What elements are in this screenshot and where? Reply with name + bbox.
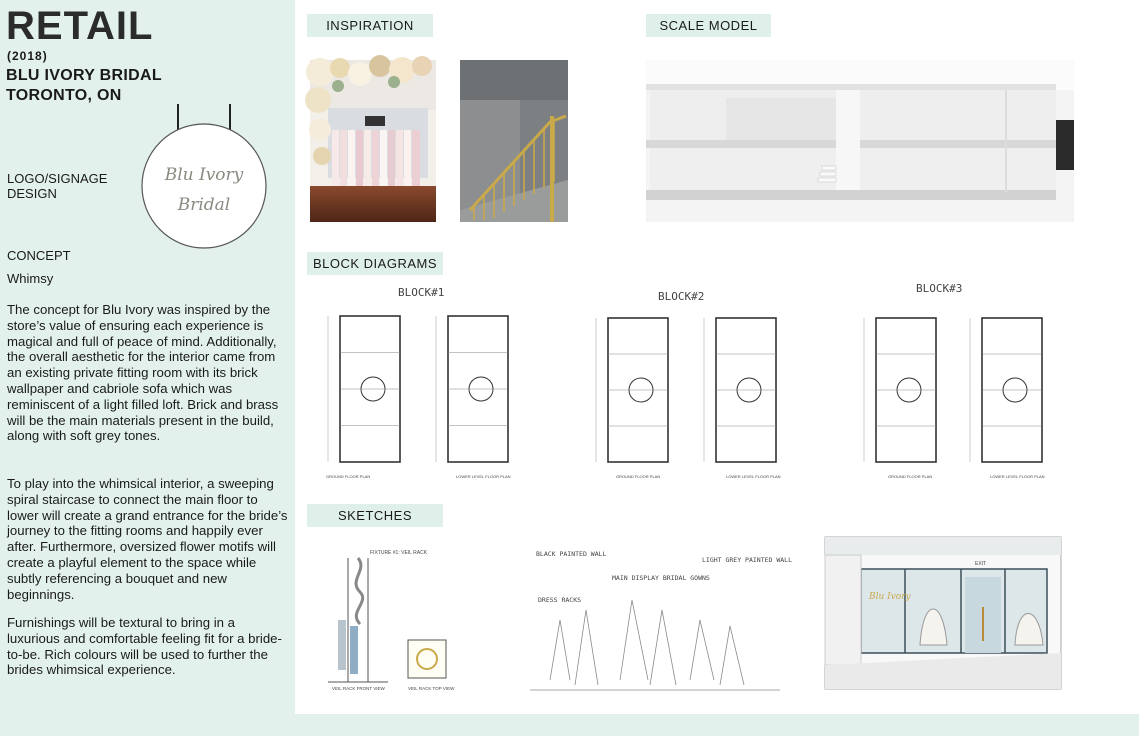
sketch-caption-veil-front: VEIL RACK FRONT VIEW	[332, 686, 385, 691]
page-title: RETAIL	[6, 4, 154, 48]
client-name	[6, 66, 162, 106]
plan-caption: GROUND FLOOR PLAN	[326, 474, 371, 479]
concept-paragraph: Furnishings will be textural to bring in a luxurious and comfortable feeling fit for a bride-to-be. Rich colours will be used to further the brides whimsical experience.	[7, 615, 282, 678]
plan-caption: LOWER LEVEL FLOOR PLAN	[990, 474, 1045, 479]
logo-label-line2: DESIGN	[7, 186, 57, 201]
block-title: BLOCK#1	[398, 286, 445, 299]
concept-subheading: Whimsy	[7, 271, 54, 286]
inspiration-label: INSPIRATION	[307, 14, 433, 37]
logo-sign-line2: Bridal	[177, 195, 231, 215]
block-title: BLOCK#2	[658, 290, 705, 303]
block-diagrams-label: BLOCK DIAGRAMS	[307, 252, 443, 275]
logo-section-label	[7, 171, 107, 201]
logo-sign	[140, 104, 270, 254]
concept-paragraph: To play into the whimsical interior, a sweeping spiral staircase to connect the main floor to lower will create a grand entrance for the bride’s journey to the fitting rooms and happily ever after. Furthermore, oversized flower motifs will create a playful element to the space while subtly referencing a bouquet and new beginnings.	[7, 476, 288, 602]
logo-label-line1: LOGO/SIGNAGE	[7, 171, 108, 186]
bottom-strip	[0, 714, 1139, 736]
logo-sign-line1: Blu Ivory	[164, 165, 244, 185]
sketch-storefront	[825, 537, 1061, 689]
scale-model-label: SCALE MODEL	[646, 14, 771, 37]
storefront-door-sign: EXIT	[975, 561, 987, 567]
block-diagrams	[308, 280, 1068, 490]
plan-caption: GROUND FLOOR PLAN	[616, 474, 661, 479]
sketch-caption-veil-top: VEIL RACK TOP VIEW	[408, 686, 455, 691]
plan-caption: LOWER LEVEL FLOOR PLAN	[456, 474, 511, 479]
concept-heading: CONCEPT	[7, 248, 71, 263]
sketch-interior	[530, 540, 793, 695]
project-year: (2018)	[7, 49, 48, 63]
plan-caption: LOWER LEVEL FLOOR PLAN	[726, 474, 781, 479]
plan-caption: GROUND FLOOR PLAN	[888, 474, 933, 479]
scale-model-photo	[646, 60, 1074, 222]
sketch-label-dress-racks: DRESS RACKS	[538, 596, 582, 604]
sketches-label: SKETCHES	[307, 504, 443, 527]
sketch-veil-rack	[308, 540, 468, 695]
storefront-sign: Blu Ivory	[869, 592, 911, 602]
inspiration-photo-staircase	[460, 60, 568, 222]
sketch-label-light-wall: LIGHT GREY PAINTED WALL	[702, 556, 793, 564]
sketch-caption-fixture: FIXTURE #1: VEIL RACK	[370, 550, 428, 556]
sketch-label-main-display: MAIN DISPLAY BRIDAL GOWNS	[612, 574, 710, 582]
sketch-label-black-wall: BLACK PAINTED WALL	[536, 550, 607, 558]
client-name-line1: BLU IVORY BRIDAL	[6, 67, 162, 84]
concept-paragraph: The concept for Blu Ivory was inspired by the store’s value of ensuring each experience is magical and full of peace of mind. Additionally, the overall aesthetic for the interior came from an existing private fitting room with its brick wallpaper and cabriole sofa which was reminiscent of a light filled loft. Brick and brass will be the main materials present in the build, along with soft grey tones.	[7, 302, 279, 444]
client-location: TORONTO, ON	[6, 87, 122, 104]
block-title: BLOCK#3	[916, 282, 963, 295]
inspiration-photo-boutique	[310, 60, 436, 222]
